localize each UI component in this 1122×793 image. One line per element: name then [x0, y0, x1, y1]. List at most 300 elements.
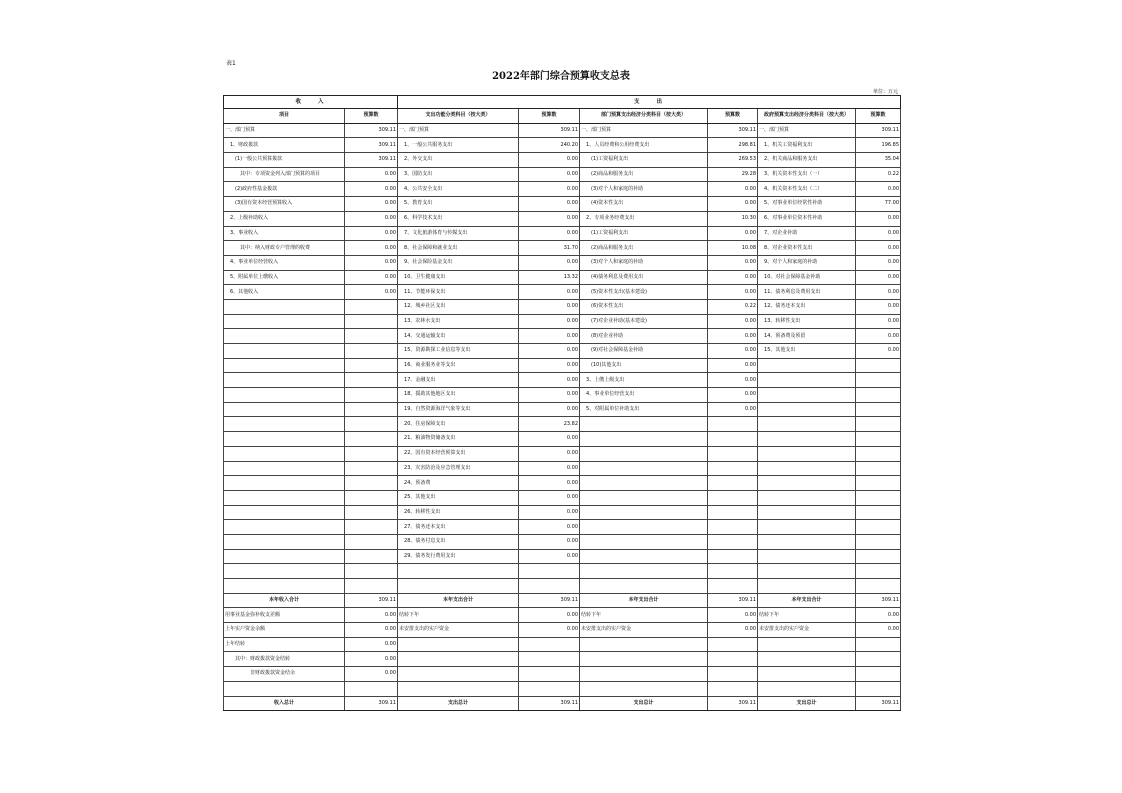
budget-value-cell: 0.00	[345, 270, 398, 285]
item-label-cell	[224, 549, 345, 564]
item-label-cell	[580, 476, 708, 491]
item-label-cell	[580, 579, 708, 594]
item-label-cell: 一、部门预算	[224, 123, 345, 138]
item-label-cell: 3、机关资本性支出（一）	[758, 167, 856, 182]
budget-value-cell: 309.11	[856, 696, 901, 711]
item-label-cell: 26、转移性支出	[398, 505, 519, 520]
budget-value-cell: 0.00	[519, 490, 580, 505]
budget-value-cell: 0.00	[856, 211, 901, 226]
budget-value-cell: 309.11	[519, 696, 580, 711]
item-label-cell: 7、文化旅游体育与传媒支出	[398, 226, 519, 241]
budget-value-cell	[708, 564, 758, 579]
item-label-cell	[224, 417, 345, 432]
budget-value-cell	[708, 579, 758, 594]
budget-value-cell: 0.00	[345, 226, 398, 241]
budget-value-cell	[345, 299, 398, 314]
budget-value-cell: 0.00	[519, 549, 580, 564]
budget-value-cell: 0.00	[519, 329, 580, 344]
budget-value-cell: 77.00	[856, 197, 901, 212]
item-label-cell: 结转下年	[398, 608, 519, 623]
budget-value-cell: 309.11	[856, 593, 901, 608]
item-label-cell: (9)对社会保障基金补助	[580, 344, 708, 359]
item-label-cell: 10、卫生健康支出	[398, 270, 519, 285]
item-label-cell: 本年收入合计	[224, 593, 345, 608]
budget-value-cell	[856, 681, 901, 696]
table-row	[224, 285, 901, 300]
income-header: 收 入	[224, 96, 398, 109]
budget-value-cell	[856, 549, 901, 564]
item-label-cell	[758, 461, 856, 476]
table-row	[224, 153, 901, 168]
budget-value-cell	[856, 446, 901, 461]
item-label-cell	[398, 637, 519, 652]
budget-value-cell: 196.85	[856, 138, 901, 153]
budget-value-cell	[345, 446, 398, 461]
budget-value-cell: 0.00	[856, 270, 901, 285]
budget-value-cell: 0.00	[856, 329, 901, 344]
item-label-cell: 结转下年	[580, 608, 708, 623]
budget-value-cell	[345, 432, 398, 447]
item-label-cell	[758, 388, 856, 403]
item-label-cell: (2)商品和服务支出	[580, 241, 708, 256]
table-row	[224, 388, 901, 403]
col-budget-header: 预算数	[856, 109, 901, 124]
item-label-cell: 10、对社会保障基金补助	[758, 270, 856, 285]
budget-value-cell	[708, 490, 758, 505]
budget-value-cell: 0.00	[708, 329, 758, 344]
item-label-cell: 22、国有资本经营预算支出	[398, 446, 519, 461]
budget-value-cell	[519, 667, 580, 682]
item-label-cell	[580, 564, 708, 579]
item-label-cell	[580, 652, 708, 667]
table-row	[224, 667, 901, 682]
budget-value-cell	[519, 564, 580, 579]
unit-label: 单位：万元	[872, 89, 898, 95]
item-label-cell: (3)对个人和家庭的补助	[580, 182, 708, 197]
item-label-cell	[580, 461, 708, 476]
item-label-cell: 8、社会保障和就业支出	[398, 241, 519, 256]
item-label-cell: (10)其他支出	[580, 358, 708, 373]
item-label-cell	[398, 652, 519, 667]
item-label-cell: 6、对事业单位资本性补助	[758, 211, 856, 226]
budget-value-cell: 0.00	[856, 314, 901, 329]
item-label-cell: 29、债务发行费用支出	[398, 549, 519, 564]
budget-value-cell: 309.11	[519, 593, 580, 608]
item-label-cell: 4、公共安全支出	[398, 182, 519, 197]
budget-value-cell: 0.22	[856, 167, 901, 182]
item-label-cell	[224, 579, 345, 594]
item-label-cell	[224, 505, 345, 520]
item-label-cell	[224, 373, 345, 388]
item-label-cell: 28、债务付息支出	[398, 534, 519, 549]
budget-value-cell: 0.00	[708, 608, 758, 623]
budget-value-cell: 0.00	[345, 608, 398, 623]
item-label-cell	[758, 417, 856, 432]
item-label-cell: 其中：财政拨款资金结转	[224, 652, 345, 667]
table-row	[224, 520, 901, 535]
budget-value-cell	[519, 579, 580, 594]
item-label-cell: 1、人员经费和公用经费支出	[580, 138, 708, 153]
item-label-cell	[580, 681, 708, 696]
budget-value-cell: 0.00	[856, 182, 901, 197]
budget-value-cell: 0.00	[708, 314, 758, 329]
item-label-cell: 5、对事业单位经常性补助	[758, 197, 856, 212]
budget-value-cell: 0.00	[708, 197, 758, 212]
item-label-cell: 本年支出合计	[580, 593, 708, 608]
item-label-cell: (5)资本性支出(基本建设)	[580, 285, 708, 300]
table-row	[224, 417, 901, 432]
item-label-cell: 13、农林水支出	[398, 314, 519, 329]
item-label-cell: (7)对企业补助(基本建设)	[580, 314, 708, 329]
budget-value-cell: 0.00	[519, 505, 580, 520]
budget-value-cell: 240.20	[519, 138, 580, 153]
item-label-cell: 2、机关商品和服务支出	[758, 153, 856, 168]
budget-value-cell: 0.00	[708, 285, 758, 300]
item-label-cell: 24、预备费	[398, 476, 519, 491]
table-row	[224, 314, 901, 329]
table-row	[224, 373, 901, 388]
item-label-cell: 2、上级补助收入	[224, 211, 345, 226]
item-label-cell	[758, 520, 856, 535]
budget-value-cell	[708, 652, 758, 667]
item-label-cell: 本年支出合计	[398, 593, 519, 608]
item-label-cell: (3)对个人和家庭的补助	[580, 255, 708, 270]
item-label-cell	[224, 520, 345, 535]
budget-value-cell: 10.08	[708, 241, 758, 256]
col-budget-header: 预算数	[708, 109, 758, 124]
item-label-cell	[758, 505, 856, 520]
table-row	[224, 402, 901, 417]
item-label-cell: (4)债务利息及费用支出	[580, 270, 708, 285]
table-row	[224, 182, 901, 197]
budget-value-cell: 0.00	[708, 388, 758, 403]
col-budget-header: 预算数	[345, 109, 398, 124]
item-label-cell	[224, 388, 345, 403]
item-label-cell: 9、社会保险基金支出	[398, 255, 519, 270]
item-label-cell	[224, 358, 345, 373]
budget-value-cell	[856, 579, 901, 594]
budget-value-cell: 0.00	[708, 255, 758, 270]
item-label-cell: 支出总计	[398, 696, 519, 711]
budget-value-cell: 309.11	[345, 696, 398, 711]
budget-value-cell	[345, 373, 398, 388]
item-label-cell: 用事业基金弥补收支差额	[224, 608, 345, 623]
table-row	[224, 255, 901, 270]
item-label-cell: 5、对附属单位补助支出	[580, 402, 708, 417]
item-label-cell	[758, 534, 856, 549]
budget-value-cell	[345, 564, 398, 579]
table-row	[224, 344, 901, 359]
table-row	[224, 579, 901, 594]
budget-value-cell: 0.00	[708, 623, 758, 638]
item-label-cell: 21、粮油物资储备支出	[398, 432, 519, 447]
budget-value-cell: 269.53	[708, 153, 758, 168]
expense-header: 支 出	[398, 96, 901, 109]
item-label-cell	[758, 358, 856, 373]
table-row	[224, 505, 901, 520]
budget-value-cell: 309.11	[345, 593, 398, 608]
item-label-cell: 收入总计	[224, 696, 345, 711]
budget-value-cell	[345, 461, 398, 476]
budget-value-cell: 0.00	[856, 241, 901, 256]
item-label-cell	[580, 432, 708, 447]
budget-value-cell: 0.00	[708, 226, 758, 241]
table-row	[224, 446, 901, 461]
budget-value-cell: 0.00	[345, 667, 398, 682]
item-label-cell: (2)政府性基金拨款	[224, 182, 345, 197]
table-row	[224, 329, 901, 344]
item-label-cell: 13、转移性支出	[758, 314, 856, 329]
item-label-cell: 一、部门预算	[580, 123, 708, 138]
table-row	[224, 549, 901, 564]
budget-value-cell: 31.70	[519, 241, 580, 256]
budget-value-cell: 0.00	[708, 373, 758, 388]
budget-value-cell: 0.00	[856, 623, 901, 638]
budget-value-cell: 0.00	[345, 167, 398, 182]
budget-value-cell: 0.00	[519, 182, 580, 197]
budget-value-cell: 29.28	[708, 167, 758, 182]
budget-value-cell: 0.00	[519, 402, 580, 417]
item-label-cell: (3)国有资本经营预算收入	[224, 197, 345, 212]
item-label-cell	[224, 681, 345, 696]
table-row	[224, 637, 901, 652]
item-label-cell: 7、对企业补助	[758, 226, 856, 241]
budget-value-cell	[708, 667, 758, 682]
item-label-cell	[580, 520, 708, 535]
budget-value-cell	[345, 490, 398, 505]
budget-value-cell: 0.00	[856, 285, 901, 300]
item-label-cell	[580, 534, 708, 549]
item-label-cell	[758, 446, 856, 461]
budget-value-cell	[856, 490, 901, 505]
item-label-cell: 20、住房保障支出	[398, 417, 519, 432]
item-label-cell	[580, 549, 708, 564]
table-row	[224, 211, 901, 226]
item-label-cell	[758, 652, 856, 667]
budget-value-cell: 13.32	[519, 270, 580, 285]
budget-value-cell	[345, 549, 398, 564]
item-label-cell: 1、机关工资福利支出	[758, 138, 856, 153]
item-label-cell	[758, 637, 856, 652]
item-label-cell: 一、部门预算	[398, 123, 519, 138]
budget-value-cell	[856, 402, 901, 417]
budget-value-cell: 0.00	[345, 637, 398, 652]
budget-value-cell	[345, 329, 398, 344]
header-row-2	[224, 109, 901, 124]
budget-value-cell	[708, 520, 758, 535]
budget-value-cell: 0.00	[345, 182, 398, 197]
budget-value-cell	[345, 505, 398, 520]
budget-value-cell	[708, 432, 758, 447]
item-label-cell	[398, 579, 519, 594]
budget-value-cell: 0.00	[856, 608, 901, 623]
budget-value-cell: 0.00	[345, 623, 398, 638]
table-row	[224, 681, 901, 696]
col-func-header: 支出功能分类科目（按大类）	[398, 109, 519, 124]
item-label-cell: 17、金融支出	[398, 373, 519, 388]
item-label-cell: 19、自然资源海洋气象等支出	[398, 402, 519, 417]
item-label-cell: (6)资本性支出	[580, 299, 708, 314]
budget-value-cell	[856, 505, 901, 520]
budget-value-cell: 0.00	[519, 432, 580, 447]
budget-value-cell	[519, 681, 580, 696]
budget-value-cell: 298.81	[708, 138, 758, 153]
col-gov-header: 政府预算支出经济分类科目（按大类）	[758, 109, 856, 124]
item-label-cell: 5、附属单位上缴收入	[224, 270, 345, 285]
budget-value-cell: 0.00	[519, 285, 580, 300]
budget-value-cell: 0.00	[519, 373, 580, 388]
item-label-cell: 11、债务利息及费用支出	[758, 285, 856, 300]
budget-value-cell	[345, 534, 398, 549]
table-row	[224, 534, 901, 549]
budget-value-cell: 309.11	[708, 593, 758, 608]
table-row	[224, 696, 901, 711]
item-label-cell: (8)对企业补助	[580, 329, 708, 344]
item-label-cell: 未安排支出的实户资金	[758, 623, 856, 638]
item-label-cell	[224, 344, 345, 359]
budget-value-cell	[856, 476, 901, 491]
budget-value-cell	[345, 476, 398, 491]
item-label-cell: 2、外交支出	[398, 153, 519, 168]
budget-value-cell: 0.00	[519, 299, 580, 314]
budget-value-cell: 309.11	[345, 138, 398, 153]
item-label-cell: 本年支出合计	[758, 593, 856, 608]
item-label-cell: 12、债务还本支出	[758, 299, 856, 314]
budget-value-cell	[708, 549, 758, 564]
table-row	[224, 123, 901, 138]
budget-value-cell	[345, 344, 398, 359]
budget-value-cell	[345, 314, 398, 329]
budget-value-cell: 0.00	[708, 402, 758, 417]
budget-value-cell	[856, 652, 901, 667]
budget-value-cell: 0.00	[345, 255, 398, 270]
budget-value-cell	[708, 446, 758, 461]
table-row	[224, 270, 901, 285]
item-label-cell: (4)资本性支出	[580, 197, 708, 212]
header-row-1	[224, 96, 901, 109]
budget-value-cell	[708, 505, 758, 520]
item-label-cell	[224, 432, 345, 447]
item-label-cell: 结转下年	[758, 608, 856, 623]
budget-value-cell: 0.00	[519, 534, 580, 549]
budget-value-cell: 0.00	[519, 461, 580, 476]
item-label-cell	[758, 490, 856, 505]
item-label-cell	[758, 402, 856, 417]
item-label-cell: 25、其他支出	[398, 490, 519, 505]
table-row	[224, 226, 901, 241]
budget-value-cell	[708, 417, 758, 432]
item-label-cell: 1、一般公共服务支出	[398, 138, 519, 153]
budget-value-cell: 309.11	[345, 123, 398, 138]
item-label-cell: 支出总计	[580, 696, 708, 711]
table-row	[224, 138, 901, 153]
item-label-cell: 3、事业收入	[224, 226, 345, 241]
item-label-cell: (2)商品和服务支出	[580, 167, 708, 182]
item-label-cell: 16、商业服务业等支出	[398, 358, 519, 373]
budget-value-cell: 0.00	[856, 255, 901, 270]
item-label-cell: 上年结转	[224, 637, 345, 652]
budget-value-cell: 0.00	[856, 344, 901, 359]
item-label-cell	[224, 534, 345, 549]
page-title: 2022年部门综合预算收支总表	[492, 71, 630, 82]
item-label-cell: 14、预备费及预留	[758, 329, 856, 344]
item-label-cell: (1)一般公共预算拨款	[224, 153, 345, 168]
col-item-header: 项目	[224, 109, 345, 124]
item-label-cell	[580, 490, 708, 505]
budget-value-cell	[345, 402, 398, 417]
budget-value-cell	[519, 637, 580, 652]
item-label-cell	[224, 490, 345, 505]
table-row	[224, 432, 901, 447]
budget-value-cell: 309.11	[519, 123, 580, 138]
budget-value-cell	[856, 417, 901, 432]
table-row	[224, 593, 901, 608]
budget-value-cell: 0.00	[519, 153, 580, 168]
table-row	[224, 461, 901, 476]
item-label-cell: 15、其他支出	[758, 344, 856, 359]
budget-value-cell	[856, 373, 901, 388]
item-label-cell	[758, 549, 856, 564]
item-label-cell: 其中：专项资金列入部门预算的项目	[224, 167, 345, 182]
item-label-cell: 23、灾害防治及应急管理支出	[398, 461, 519, 476]
budget-value-cell: 0.00	[519, 226, 580, 241]
budget-value-cell: 0.00	[345, 285, 398, 300]
table-row	[224, 623, 901, 638]
item-label-cell	[398, 564, 519, 579]
budget-value-cell: 0.22	[708, 299, 758, 314]
table-row	[224, 299, 901, 314]
item-label-cell: 3、上缴上级支出	[580, 373, 708, 388]
table-row	[224, 167, 901, 182]
item-label-cell: 8、对企业资本性支出	[758, 241, 856, 256]
item-label-cell	[758, 476, 856, 491]
item-label-cell: (1)工资福利支出	[580, 226, 708, 241]
budget-value-cell: 10.30	[708, 211, 758, 226]
item-label-cell: 11、节能环保支出	[398, 285, 519, 300]
item-label-cell: (1)工资福利支出	[580, 153, 708, 168]
budget-value-cell: 0.00	[519, 608, 580, 623]
item-label-cell: 未安排支出的实户资金	[580, 623, 708, 638]
budget-value-cell: 0.00	[708, 270, 758, 285]
budget-value-cell	[345, 579, 398, 594]
budget-value-cell: 0.00	[708, 358, 758, 373]
budget-value-cell	[856, 432, 901, 447]
budget-value-cell: 0.00	[856, 299, 901, 314]
table-row	[224, 358, 901, 373]
item-label-cell: 4、机关资本性支出（二）	[758, 182, 856, 197]
table-row	[224, 197, 901, 212]
budget-value-cell	[345, 388, 398, 403]
item-label-cell	[224, 564, 345, 579]
budget-value-cell: 0.00	[519, 314, 580, 329]
budget-value-cell	[856, 461, 901, 476]
item-label-cell: 4、事业单位经营收入	[224, 255, 345, 270]
budget-value-cell	[856, 564, 901, 579]
item-label-cell: 6、科学技术支出	[398, 211, 519, 226]
item-label-cell	[224, 461, 345, 476]
table-row	[224, 564, 901, 579]
budget-value-cell	[345, 681, 398, 696]
budget-value-cell: 0.00	[519, 358, 580, 373]
budget-value-cell: 0.00	[519, 476, 580, 491]
item-label-cell	[580, 505, 708, 520]
budget-value-cell: 0.00	[708, 344, 758, 359]
budget-value-cell	[345, 417, 398, 432]
item-label-cell	[398, 667, 519, 682]
budget-value-cell: 0.00	[519, 197, 580, 212]
budget-value-cell	[856, 534, 901, 549]
item-label-cell: 14、交通运输支出	[398, 329, 519, 344]
